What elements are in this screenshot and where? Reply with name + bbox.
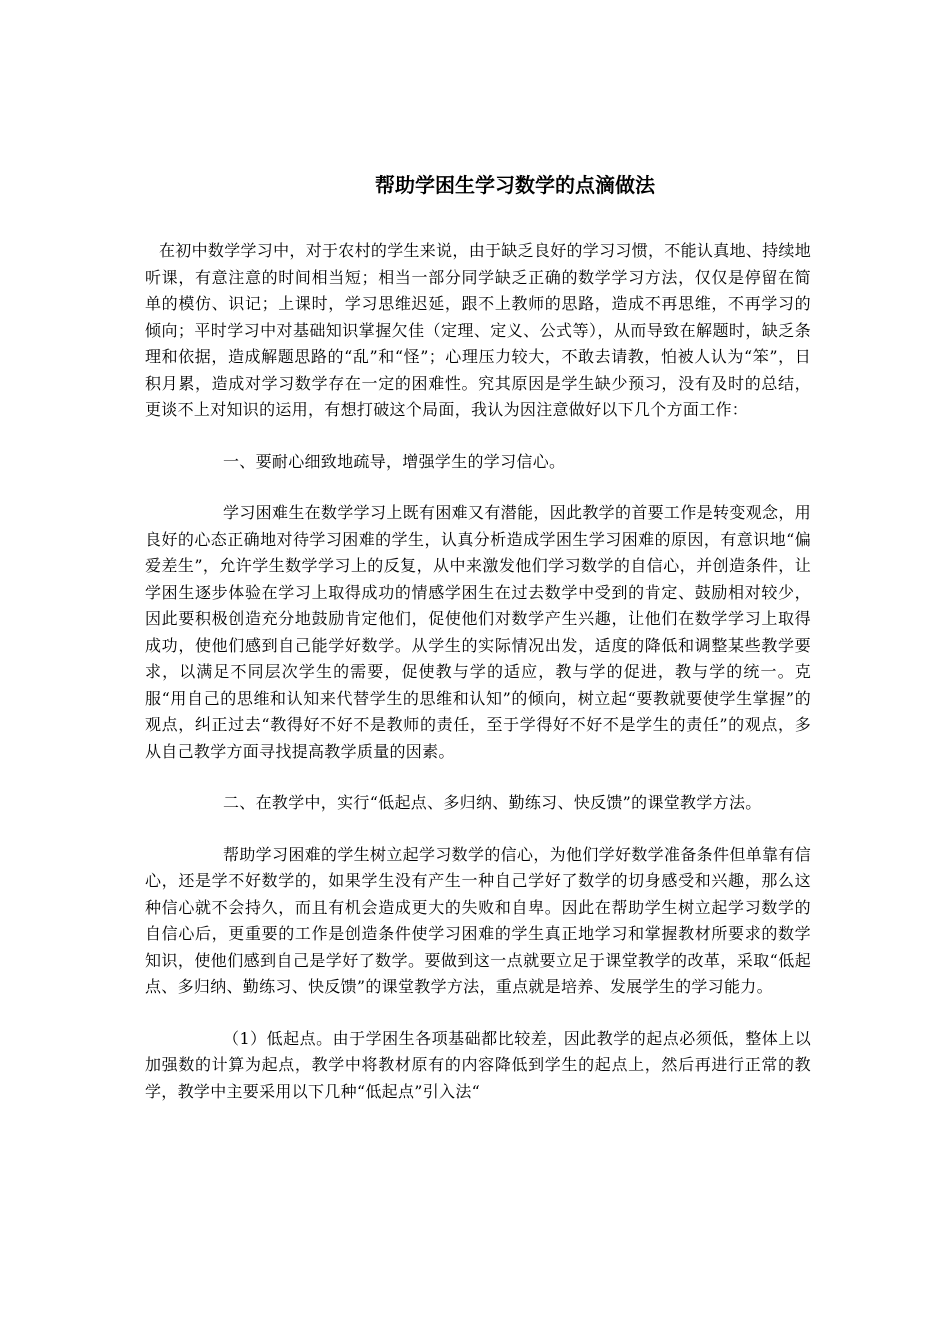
document-body <box>145 238 811 1105</box>
paragraph-low-start: （1）低起点。由于学困生各项基础都比较差，因此教学的起点必须低，整体上以加强数的计算为起点，教学中将教材原有的内容降低到学生的起点上，然后再进行正常的教学，教学中主要采用以下几种“低起点”引入法“ <box>145 1028 811 1101</box>
section-heading-2: 二、在教学中，实行“低起点、多归纳、勤练习、快反馈”的课堂教学方法。 <box>223 793 762 812</box>
document-title: 帮助学困生学习数学的点滴做法 <box>375 173 655 197</box>
section-heading-1: 一、要耐心细致地疏导，增强学生的学习信心。 <box>223 451 566 471</box>
paragraph-intro: 在初中数学学习中，对于农村的学生来说，由于缺乏良好的学习习惯，不能认真地、持续地听课，有意注意的时间相当短；相当一部分同学缺乏正确的数学学习方法，仅仅是停留在简单的模仿、识记；上课时，学习思维迟延，跟不上教师的思路，造成不再思维，不再学习的倾向；平时学习中对基础知识掌握欠佳（定理、定义、公式等），从而导致在解题时，缺乏条理和依据，造成解题思路的“乱”和“怪”；心理压力较大，不敢去请教，怕被人认为“笨”，日积月累，造成对学习数学存在一定的困难性。究其原因是学生缺少预习，没有及时的总结，更谈不上对知识的运用，有想打破这个局面，我认为因注意做好以下几个方面工作： <box>145 241 812 419</box>
paragraph-section-2: 帮助学习困难的学生树立起学习数学的信心，为他们学好数学准备条件但单靠有信心，还是学不好数学的，如果学生没有产生一种自己学好了数学的切身感受和兴趣，那么这种信心就不会持久，而且有机会造成更大的失败和自卑。因此在帮助学生树立起学习数学的自信心后，更重要的工作是创造条件使学习困难的学生真正地学习和掌握教材所要求的数学知识，使他们感到自己是学好了数学。要做到这一点就要立足于课堂教学的改革，采取“低起点、多归纳、勤练习、快反馈”的课堂教学方法，重点就是培养、发展学生的学习能力。 <box>145 844 811 996</box>
paragraph-section-1: 学习困难生在数学学习上既有困难又有潜能，因此教学的首要工作是转变观念，用良好的心态正确地对待学习困难的学生，认真分析造成学困生学习困难的原因，有意识地“偏爱差生”，允许学生数学学习上的反复，从中来激发他们学习数学的自信心，并创造条件，让学困生逐步体验在学习上取得成功的情感学困生在过去数学中受到的肯定、鼓励相对较少，因此要积极创造充分地鼓励肯定他们，促使他们对数学产生兴趣，让他们在数学学习上取得成功，使他们感到自己能学好数学。从学生的实际情况出发，适度的降低和调整某些教学要求，以满足不同层次学生的需要，促使教与学的适应，教与学的促进，教与学的统一。克服“用自己的思维和认知来代替学生的思维和认知”的倾向，树立起“要教就要使学生掌握”的观点，纠正过去“教得好不好不是教师的责任，至于学得好不好不是学生的责任”的观点，多从自己教学方面寻找提高教学质量的因素。 <box>145 503 811 761</box>
